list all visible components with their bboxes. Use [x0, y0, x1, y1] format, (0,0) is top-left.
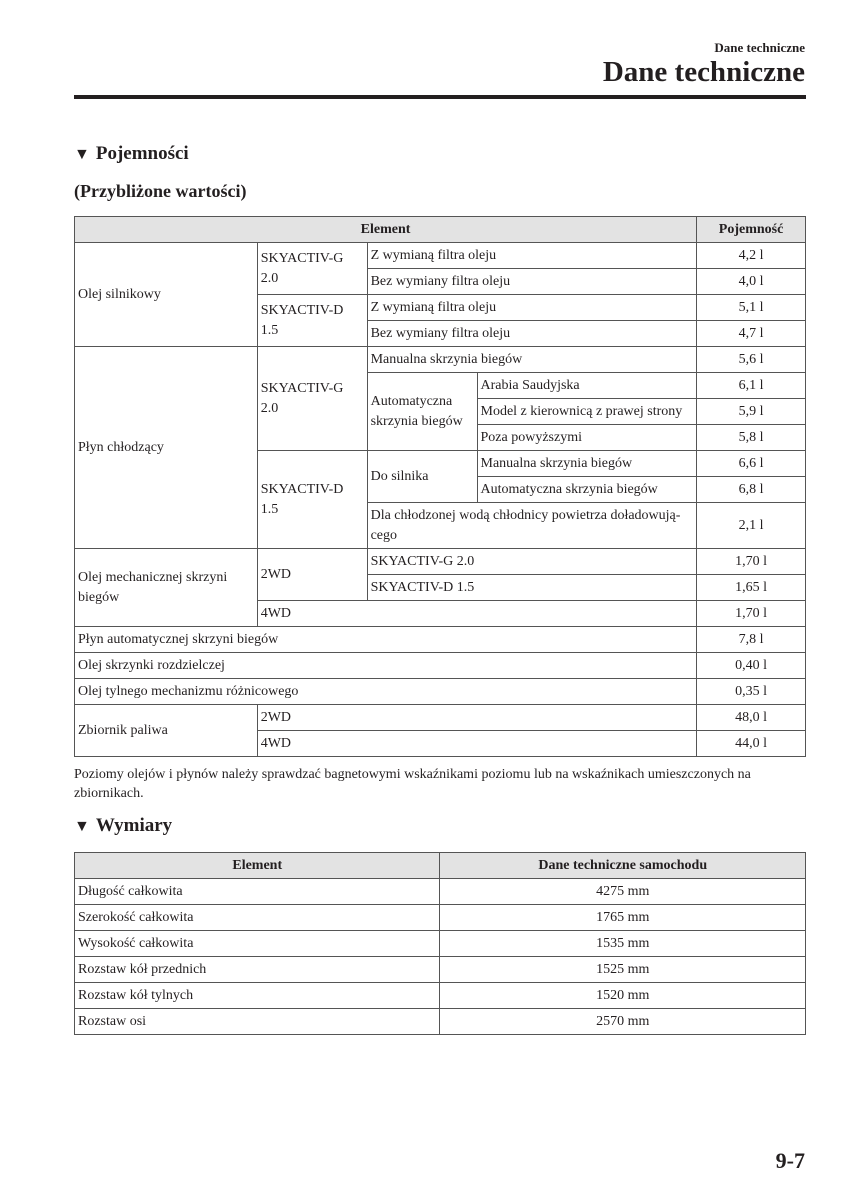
cell: Płyn automatycznej skrzyni biegów	[75, 627, 697, 653]
section-heading-capacities	[74, 143, 189, 165]
value-cell: 1535 mm	[440, 931, 806, 957]
cell: 2WD	[257, 549, 367, 601]
cell: Dla chłodzonej wodą chłodnicy powietrza doładowują-cego	[367, 503, 697, 549]
table-row	[75, 243, 806, 269]
table-row	[75, 983, 806, 1009]
cell: Automatyczna skrzynia biegów	[477, 477, 697, 503]
value-cell: 48,0 l	[697, 705, 806, 731]
value-cell: 4,0 l	[697, 269, 806, 295]
heading-text: Pojemności	[95, 143, 189, 164]
table-row	[75, 347, 806, 373]
note-text: Poziomy olejów i płynów należy sprawdzać bagnetowymi wskaźnikami poziomu lub na wskaźnikach umieszczonych na zbiornikach.	[74, 767, 751, 801]
col-header: Pojemność	[697, 217, 806, 243]
value-cell: 1,65 l	[697, 575, 806, 601]
value-cell: 1765 mm	[440, 905, 806, 931]
cell: Automatyczna skrzynia biegów	[367, 373, 477, 451]
col-header: Dane techniczne samochodu	[440, 853, 806, 879]
heading-text: Wymiary	[95, 815, 173, 836]
cell: Bez wymiany filtra oleju	[367, 269, 697, 295]
cell: Manualna skrzynia biegów	[477, 451, 697, 477]
value-cell: 2,1 l	[697, 503, 806, 549]
value-cell: 5,9 l	[697, 399, 806, 425]
page-number: 9-7	[775, 1148, 805, 1173]
value-cell: 4,7 l	[697, 321, 806, 347]
cell: SKYACTIV-G 2.0	[367, 549, 697, 575]
value-cell: 5,8 l	[697, 425, 806, 451]
table-header-row	[75, 853, 806, 879]
value-cell: 1520 mm	[440, 983, 806, 1009]
triangle-down-icon: ▼	[74, 818, 90, 835]
capacity-table	[74, 216, 806, 757]
cell: 2WD	[257, 705, 696, 731]
value-cell: 1525 mm	[440, 957, 806, 983]
value-cell: 7,8 l	[697, 627, 806, 653]
cell: Olej skrzynki rozdzielczej	[75, 653, 697, 679]
cell: Długość całkowita	[75, 879, 440, 905]
table-row	[75, 653, 806, 679]
cell: SKYACTIV-G 2.0	[257, 347, 367, 451]
cell: Model z kierownicą z prawej strony	[477, 399, 697, 425]
cell: Rozstaw osi	[75, 1009, 440, 1035]
value-cell: 1,70 l	[697, 601, 806, 627]
cell: Arabia Saudyjska	[477, 373, 697, 399]
cell: SKYACTIV-G 2.0	[257, 243, 367, 295]
table-row	[75, 931, 806, 957]
value-cell: 4275 mm	[440, 879, 806, 905]
table-row	[75, 679, 806, 705]
value-cell: 5,1 l	[697, 295, 806, 321]
table-row	[75, 905, 806, 931]
cell: Rozstaw kół tylnych	[75, 983, 440, 1009]
value-cell: 4,2 l	[697, 243, 806, 269]
value-cell: 6,1 l	[697, 373, 806, 399]
value-cell: 0,40 l	[697, 653, 806, 679]
cell: Płyn chłodzący	[75, 347, 258, 549]
cell: 4WD	[257, 601, 696, 627]
subheading: (Przybliżone wartości)	[74, 181, 247, 201]
table-row	[75, 627, 806, 653]
table-row	[75, 705, 806, 731]
cell: Z wymianą filtra oleju	[367, 243, 697, 269]
value-cell: 6,8 l	[697, 477, 806, 503]
section-heading-dimensions	[74, 815, 172, 837]
table-row	[75, 879, 806, 905]
dimensions-table	[74, 852, 806, 1035]
triangle-down-icon: ▼	[74, 146, 90, 163]
cell: Olej silnikowy	[75, 243, 258, 347]
cell: Olej mechanicznej skrzyni biegów	[75, 549, 258, 627]
cell: SKYACTIV-D 1.5	[257, 295, 367, 347]
value-cell: 44,0 l	[697, 731, 806, 757]
running-header: Dane techniczne	[714, 40, 805, 55]
cell: SKYACTIV-D 1.5	[257, 451, 367, 549]
table-row	[75, 1009, 806, 1035]
value-cell: 1,70 l	[697, 549, 806, 575]
header-rule	[74, 95, 806, 99]
cell: Wysokość całkowita	[75, 931, 440, 957]
cell: Rozstaw kół przednich	[75, 957, 440, 983]
cell: Manualna skrzynia biegów	[367, 347, 697, 373]
value-cell: 5,6 l	[697, 347, 806, 373]
cell: Z wymianą filtra oleju	[367, 295, 697, 321]
table-header-row	[75, 217, 806, 243]
page-title: Dane techniczne	[602, 56, 805, 88]
cell: Bez wymiany filtra oleju	[367, 321, 697, 347]
value-cell: 0,35 l	[697, 679, 806, 705]
cell: Szerokość całkowita	[75, 905, 440, 931]
cell: Do silnika	[367, 451, 477, 503]
col-header: Element	[75, 853, 440, 879]
table-row	[75, 957, 806, 983]
cell: Poza powyższymi	[477, 425, 697, 451]
value-cell: 2570 mm	[440, 1009, 806, 1035]
cell: Olej tylnego mechanizmu różnicowego	[75, 679, 697, 705]
cell: 4WD	[257, 731, 696, 757]
value-cell: 6,6 l	[697, 451, 806, 477]
table-row	[75, 549, 806, 575]
cell: Zbiornik paliwa	[75, 705, 258, 757]
cell: SKYACTIV-D 1.5	[367, 575, 697, 601]
col-header: Element	[75, 217, 697, 243]
